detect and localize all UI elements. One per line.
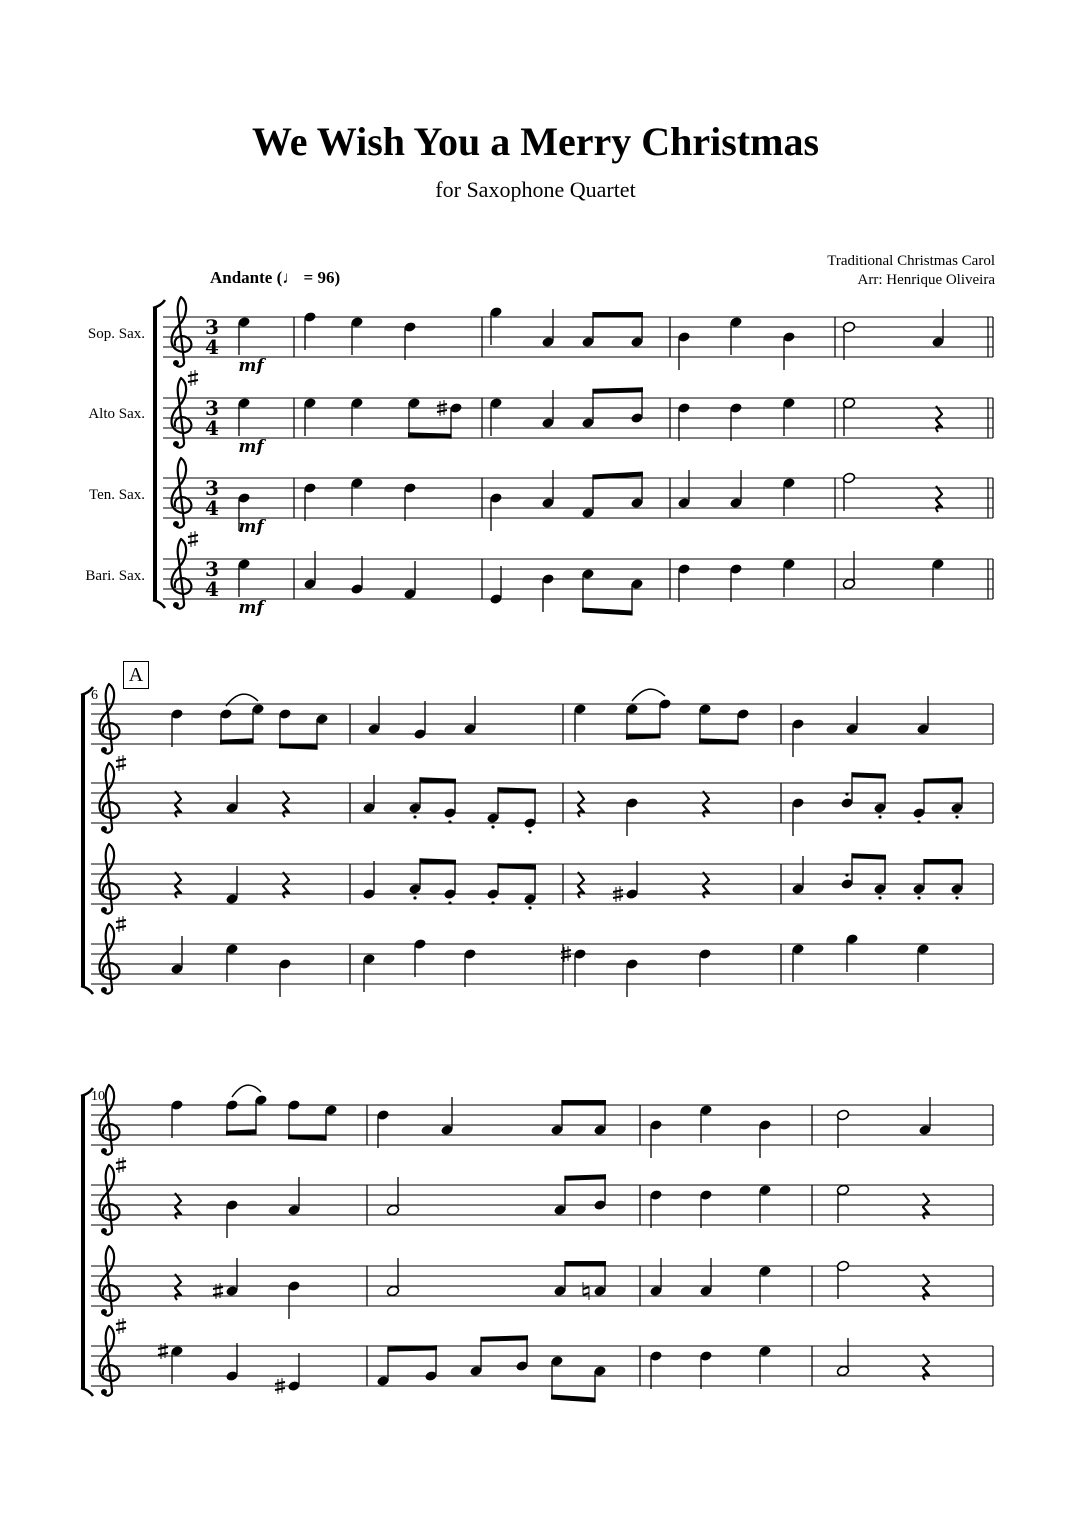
staccato-dot <box>448 901 451 904</box>
dynamic-marking: mf <box>238 437 264 457</box>
quarter-note <box>625 861 638 900</box>
time-signature-lower: 4 <box>205 416 219 440</box>
staccato-dot <box>845 873 848 876</box>
sharp-stroke <box>188 380 198 382</box>
quarter-note <box>649 1350 662 1389</box>
staccato-dot <box>413 815 416 818</box>
quarter-note <box>699 1104 712 1143</box>
quarter-note <box>463 696 476 735</box>
sharp-stroke <box>437 410 447 412</box>
quarter-note <box>541 470 554 509</box>
key-signature-sharp-icon <box>116 1318 126 1334</box>
beam <box>565 1174 606 1181</box>
quarter-note <box>287 1177 300 1216</box>
bracket-hook <box>81 986 93 994</box>
half-note <box>836 1338 849 1377</box>
clef-dot <box>101 1389 107 1395</box>
sharp-stroke <box>116 759 126 761</box>
quarter-note <box>649 1119 662 1158</box>
half-note <box>842 551 855 590</box>
time-signature-upper: 3 <box>205 396 219 420</box>
sharp-stroke <box>613 896 623 898</box>
treble-clef-icon <box>100 763 120 833</box>
treble-clef-icon <box>100 684 120 754</box>
clef-dot <box>173 521 179 527</box>
measure-number: 6 <box>91 688 98 703</box>
quarter-note <box>403 321 416 360</box>
quarter-note <box>303 482 316 521</box>
clef-dot <box>173 360 179 366</box>
composer-credit: Traditional Christmas Carol <box>827 253 995 269</box>
measure-number: 10 <box>91 1089 105 1104</box>
sharp-stroke <box>437 404 447 406</box>
clef-stroke <box>100 1246 120 1316</box>
treble-clef-icon <box>100 1085 120 1155</box>
treble-clef-icon <box>100 924 120 994</box>
quarter-note-icon: ♩ <box>282 268 300 287</box>
quarter-note <box>573 948 586 987</box>
treble-clef-icon <box>100 1165 120 1235</box>
score-subtitle: for Saxophone Quartet <box>435 177 636 202</box>
system-bracket <box>81 1096 85 1388</box>
staccato-dot <box>448 820 451 823</box>
time-signature-lower: 4 <box>205 335 219 359</box>
quarter-note <box>170 1345 183 1384</box>
quarter-note <box>463 948 476 987</box>
quarter-note <box>791 943 804 982</box>
sharp-stroke <box>116 926 126 928</box>
half-note <box>842 472 855 511</box>
time-signature-upper: 3 <box>205 315 219 339</box>
quarter-note <box>170 936 183 975</box>
instrument-label-soprano: Sop. Sax. <box>87 326 145 342</box>
bracket-hook <box>153 300 165 308</box>
quarter-note <box>225 866 238 905</box>
staccato-dot <box>491 825 494 828</box>
quarter-note <box>625 958 638 997</box>
staccato-dot <box>878 896 881 899</box>
staccato-dot <box>917 820 920 823</box>
quarter-note <box>237 397 250 436</box>
quarter-note <box>791 797 804 836</box>
quarter-note <box>649 1258 662 1297</box>
staccato-dot <box>878 815 881 818</box>
half-note <box>842 397 855 436</box>
quarter-note <box>350 397 363 436</box>
beam <box>551 1395 595 1403</box>
quarter-note <box>489 306 502 345</box>
quarter-note <box>698 948 711 987</box>
quarter-note <box>225 1343 238 1382</box>
bracket-hook <box>81 1088 93 1096</box>
sharp-stroke <box>158 1353 168 1355</box>
treble-clef-icon <box>172 378 192 448</box>
clef-stroke <box>172 539 192 609</box>
clef-stroke <box>100 924 120 994</box>
sharp-stroke <box>188 541 198 543</box>
bracket-hook <box>153 600 165 608</box>
slur <box>632 689 665 701</box>
time-signature-lower: 4 <box>205 496 219 520</box>
system-bracket <box>153 308 157 600</box>
quarter-note <box>362 775 375 814</box>
clef-dot <box>173 602 179 608</box>
sharp-stroke <box>275 1388 285 1390</box>
treble-clef-icon <box>100 1326 120 1396</box>
quarter-note <box>677 331 690 370</box>
clef-dot <box>101 747 107 753</box>
clef-stroke <box>100 763 120 833</box>
clef-dot <box>101 907 107 913</box>
quarter-note <box>541 573 554 612</box>
quarter-note <box>225 775 238 814</box>
quarter-note <box>403 561 416 600</box>
natural-icon <box>583 1282 589 1300</box>
quarter-note <box>782 397 795 436</box>
key-signature-sharp-icon <box>116 916 126 932</box>
sharp-stroke <box>158 1347 168 1349</box>
quarter-note <box>541 309 554 348</box>
beam <box>852 772 886 779</box>
sharp-stroke <box>188 374 198 376</box>
staccato-dot <box>528 906 531 909</box>
beam <box>924 859 963 864</box>
half-note <box>836 1184 849 1223</box>
quarter-note <box>287 1280 300 1319</box>
key-signature-sharp-icon <box>188 370 198 386</box>
quarter-note <box>489 492 502 531</box>
quarter-note <box>376 1109 389 1148</box>
staccato-dot <box>491 901 494 904</box>
beam <box>582 608 632 616</box>
quarter-note <box>303 551 316 590</box>
quarter-note <box>573 703 586 742</box>
quarter-note <box>782 477 795 516</box>
time-signature-upper: 3 <box>205 476 219 500</box>
half-note <box>836 1109 849 1148</box>
quarter-note <box>413 701 426 740</box>
tempo-text: Andante <box>210 268 273 287</box>
treble-clef-icon <box>172 539 192 609</box>
quarter-note <box>729 470 742 509</box>
quarter-note <box>677 402 690 441</box>
key-signature-sharp-icon <box>116 755 126 771</box>
sharp-stroke <box>188 535 198 537</box>
clef-stroke <box>172 378 192 448</box>
clef-stroke <box>100 844 120 914</box>
quarter-note <box>729 402 742 441</box>
instrument-label-alto: Alto Sax. <box>88 406 145 422</box>
quarter-note <box>170 708 183 747</box>
quarter-note <box>758 1184 771 1223</box>
quarter-note <box>489 566 502 605</box>
clef-stroke <box>172 297 192 367</box>
tempo-marking: Andante (♩ = 96) <box>210 268 341 287</box>
quarter-note <box>916 696 929 735</box>
clef-dot <box>101 1309 107 1315</box>
system-bracket <box>81 695 85 986</box>
sharp-stroke <box>116 920 126 922</box>
staccato-dot <box>955 896 958 899</box>
quarter-note <box>170 1099 183 1138</box>
clef-dot <box>101 1148 107 1154</box>
clef-dot <box>173 441 179 447</box>
arranger-credit: Arr: Henrique Oliveira <box>857 272 995 288</box>
quarter-note <box>350 477 363 516</box>
half-note <box>836 1260 849 1299</box>
bracket-hook <box>81 1388 93 1396</box>
quarter-note <box>350 556 363 595</box>
quarter-note <box>303 397 316 436</box>
quarter-note <box>440 1097 453 1136</box>
instrument-label-tenor: Ten. Sax. <box>88 487 145 503</box>
quarter-note <box>782 558 795 597</box>
instrument-label-baritone: Bari. Sax. <box>85 568 145 584</box>
sharp-stroke <box>116 1161 126 1163</box>
clef-stroke <box>100 1085 120 1155</box>
slur <box>232 1085 261 1097</box>
bracket-hook <box>81 687 93 695</box>
quarter-note <box>362 953 375 992</box>
quarter-note <box>489 397 502 436</box>
beam <box>593 312 643 317</box>
quarter-note <box>729 316 742 355</box>
quarter-note <box>303 311 316 350</box>
time-signature-lower: 4 <box>205 577 219 601</box>
quarter-note <box>758 1265 771 1304</box>
quarter-note <box>287 1353 300 1392</box>
staccato-dot <box>845 792 848 795</box>
treble-clef-icon <box>172 458 192 528</box>
clef-stroke <box>100 1326 120 1396</box>
clef-stroke <box>172 458 192 528</box>
quarter-note <box>649 1189 662 1228</box>
sharp-stroke <box>613 890 623 892</box>
quarter-note <box>918 1097 931 1136</box>
treble-clef-icon <box>100 844 120 914</box>
clef-dot <box>101 987 107 993</box>
quarter-note <box>791 718 804 757</box>
staccato-dot <box>413 896 416 899</box>
quarter-note <box>677 563 690 602</box>
half-note <box>386 1177 399 1216</box>
quarter-note <box>403 482 416 521</box>
quarter-note <box>237 316 250 355</box>
quarter-note <box>237 558 250 597</box>
sharp-stroke <box>275 1382 285 1384</box>
beam <box>593 387 643 394</box>
natural-stroke <box>583 1287 589 1289</box>
quarter-note <box>278 958 291 997</box>
sharp-stroke <box>213 1287 223 1289</box>
sharp-stroke <box>213 1293 223 1295</box>
clef-stroke <box>100 684 120 754</box>
quarter-note <box>916 943 929 982</box>
treble-clef-icon <box>172 297 192 367</box>
quarter-note <box>367 696 380 735</box>
key-signature-sharp-icon <box>188 531 198 547</box>
quarter-note <box>677 470 690 509</box>
sharp-icon <box>213 1283 223 1299</box>
quarter-note <box>845 696 858 735</box>
sharp-stroke <box>116 1322 126 1324</box>
quarter-note <box>699 1258 712 1297</box>
treble-clef-icon <box>100 1246 120 1316</box>
quarter-note <box>791 856 804 895</box>
quarter-note <box>931 558 944 597</box>
clef-dot <box>101 1228 107 1234</box>
sharp-stroke <box>116 765 126 767</box>
quarter-note <box>729 563 742 602</box>
half-note <box>842 321 855 360</box>
beam <box>565 1261 606 1266</box>
quarter-note <box>758 1119 771 1158</box>
staccato-dot <box>917 896 920 899</box>
beam <box>852 853 886 860</box>
quarter-note <box>699 1350 712 1389</box>
beam <box>562 1100 606 1105</box>
rehearsal-mark: A <box>123 661 149 689</box>
score-title: We Wish You a Merry Christmas <box>251 119 820 164</box>
clef-dot <box>101 826 107 832</box>
dynamic-marking: mf <box>238 598 264 618</box>
quarter-note <box>758 1345 771 1384</box>
quarter-note <box>541 390 554 429</box>
staccato-dot <box>528 830 531 833</box>
beam <box>481 1335 528 1342</box>
quarter-note <box>225 943 238 982</box>
quarter-note <box>782 331 795 370</box>
time-signature-upper: 3 <box>205 557 219 581</box>
tempo-bpm: = 96 <box>303 268 335 287</box>
dynamic-marking: mf <box>238 356 264 376</box>
quarter-note <box>931 309 944 348</box>
quarter-note <box>625 797 638 836</box>
quarter-note <box>225 1258 238 1297</box>
sharp-stroke <box>116 1328 126 1330</box>
quarter-note <box>845 933 858 972</box>
quarter-note <box>350 316 363 355</box>
sharp-icon <box>158 1343 168 1359</box>
natural-stroke <box>583 1293 589 1295</box>
half-note <box>386 1258 399 1297</box>
clef-stroke <box>100 1165 120 1235</box>
quarter-note <box>699 1189 712 1228</box>
key-signature-sharp-icon <box>116 1157 126 1173</box>
staccato-dot <box>955 815 958 818</box>
quarter-note <box>225 1199 238 1238</box>
quarter-note <box>362 861 375 900</box>
sharp-stroke <box>116 1167 126 1169</box>
quarter-note <box>413 938 426 977</box>
dynamic-marking: mf <box>238 517 264 537</box>
